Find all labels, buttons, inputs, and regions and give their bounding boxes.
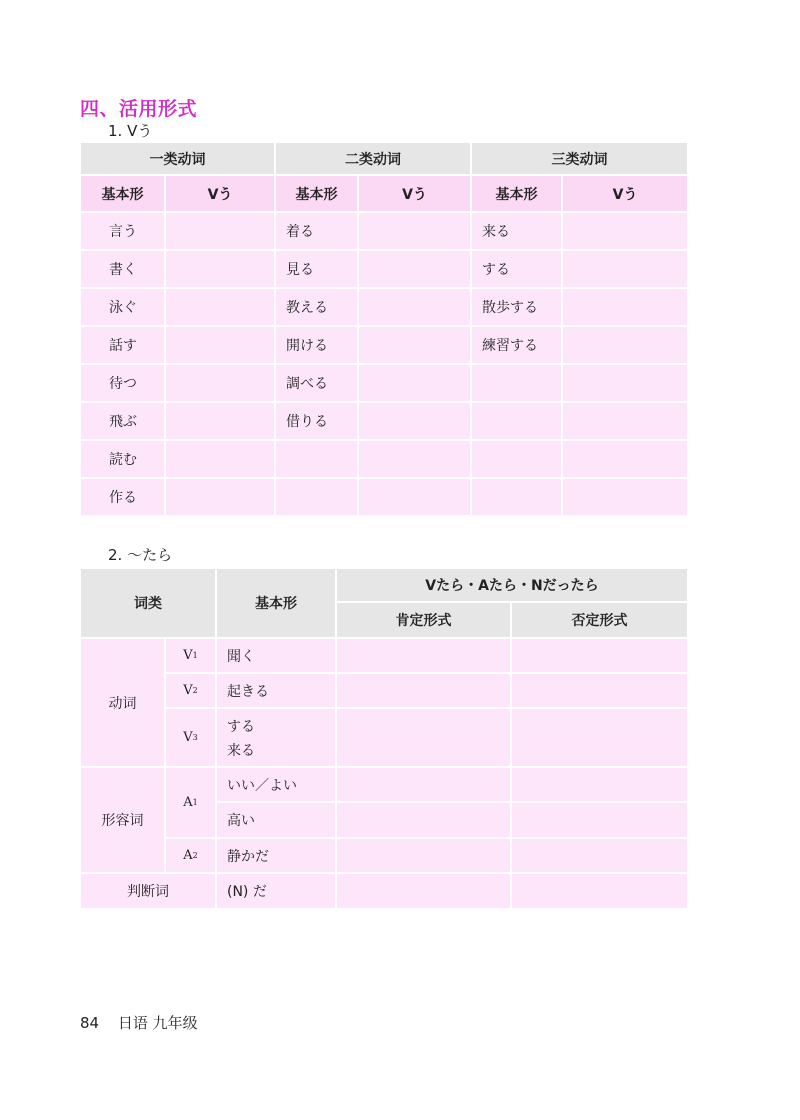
group2-word-cell: 着る <box>276 213 357 249</box>
col-header-vu-1: Vう <box>166 176 274 211</box>
a1-word-takai: 高い <box>217 803 335 837</box>
group3-word-cell: 練習する <box>472 327 561 363</box>
col-header-base-3: 基本形 <box>472 176 561 211</box>
group2-word-cell: 調べる <box>276 365 357 401</box>
group1-header: 一类动词 <box>81 143 274 174</box>
group3-vu-blank-cell <box>563 327 687 363</box>
group2-vu-blank-cell <box>359 403 470 439</box>
group3-vu-blank-cell <box>563 479 687 515</box>
affirmative-blank-cell <box>337 874 510 908</box>
group3-word-cell: 散歩する <box>472 289 561 325</box>
part2-subheading: 2. ～たら <box>108 546 173 564</box>
col-header-base-1: 基本形 <box>81 176 164 211</box>
group2-vu-blank-cell <box>359 289 470 325</box>
header-conditional: Vたら・Aたら・Nだったら <box>337 569 687 601</box>
group2-header: 二类动词 <box>276 143 470 174</box>
verb-label: 动词 <box>81 639 164 766</box>
group3-vu-blank-cell <box>563 289 687 325</box>
affirmative-blank-cell <box>337 803 510 837</box>
group3-word-cell <box>472 403 561 439</box>
adjective-label: 形容词 <box>81 768 164 872</box>
negative-blank-cell <box>512 674 687 707</box>
affirmative-blank-cell <box>337 639 510 672</box>
group2-word-cell <box>276 441 357 477</box>
group3-word-cell <box>472 479 561 515</box>
header-word-class: 词类 <box>81 569 215 637</box>
negative-blank-cell <box>512 874 687 908</box>
group3-vu-blank-cell <box>563 213 687 249</box>
group3-word-cell: 来る <box>472 213 561 249</box>
affirmative-blank-cell <box>337 709 510 766</box>
header-base-form: 基本形 <box>217 569 335 637</box>
book-title: 日语 九年级 <box>117 1014 198 1032</box>
a1-label: A 1 <box>166 768 215 837</box>
group2-vu-blank-cell <box>359 441 470 477</box>
group2-vu-blank-cell <box>359 479 470 515</box>
v3-word-kuru: 来る <box>227 743 255 759</box>
v3-words <box>217 709 335 766</box>
group3-word-cell <box>472 365 561 401</box>
group1-vu-blank-cell <box>166 327 274 363</box>
v2-label: V 2 <box>166 674 215 707</box>
group3-vu-blank-cell <box>563 251 687 287</box>
col-header-vu-3: Vう <box>563 176 687 211</box>
group2-word-cell: 借りる <box>276 403 357 439</box>
group2-vu-blank-cell <box>359 365 470 401</box>
affirmative-blank-cell <box>337 839 510 872</box>
col-header-base-2: 基本形 <box>276 176 357 211</box>
header-negative: 否定形式 <box>512 603 687 637</box>
group1-word-cell: 待つ <box>81 365 164 401</box>
group3-vu-blank-cell <box>563 441 687 477</box>
group2-word-cell: 教える <box>276 289 357 325</box>
page-footer <box>80 1012 198 1033</box>
v3-label: V 3 <box>166 709 215 766</box>
group1-word-cell: 話す <box>81 327 164 363</box>
group3-word-cell <box>472 441 561 477</box>
group1-word-cell: 泳ぐ <box>81 289 164 325</box>
page-number: 84 <box>80 1014 100 1032</box>
group1-vu-blank-cell <box>166 251 274 287</box>
group1-vu-blank-cell <box>166 289 274 325</box>
group2-vu-blank-cell <box>359 213 470 249</box>
negative-blank-cell <box>512 709 687 766</box>
negative-blank-cell <box>512 768 687 801</box>
negative-blank-cell <box>512 839 687 872</box>
group3-word-cell: する <box>472 251 561 287</box>
v1-word: 聞く <box>217 639 335 672</box>
group1-vu-blank-cell <box>166 403 274 439</box>
a2-word: 静かだ <box>217 839 335 872</box>
group3-vu-blank-cell <box>563 365 687 401</box>
group1-vu-blank-cell <box>166 365 274 401</box>
group2-vu-blank-cell <box>359 251 470 287</box>
a2-label: A 2 <box>166 839 215 872</box>
group2-vu-blank-cell <box>359 327 470 363</box>
negative-blank-cell <box>512 803 687 837</box>
group1-word-cell: 飛ぶ <box>81 403 164 439</box>
copula-word: (N) だ <box>217 874 335 908</box>
section-heading: 四、活用形式 <box>80 98 198 120</box>
group2-word-cell: 見る <box>276 251 357 287</box>
group1-vu-blank-cell <box>166 213 274 249</box>
group1-word-cell: 作る <box>81 479 164 515</box>
group1-word-cell: 読む <box>81 441 164 477</box>
group3-vu-blank-cell <box>563 403 687 439</box>
group1-vu-blank-cell <box>166 479 274 515</box>
group1-word-cell: 言う <box>81 213 164 249</box>
v1-label: V 1 <box>166 639 215 672</box>
col-header-vu-2: Vう <box>359 176 470 211</box>
v3-word-suru: する <box>227 719 255 735</box>
negative-blank-cell <box>512 639 687 672</box>
group3-header: 三类动词 <box>472 143 687 174</box>
a1-word-ii: いい／よい <box>217 768 335 801</box>
group2-word-cell: 開ける <box>276 327 357 363</box>
group2-word-cell <box>276 479 357 515</box>
part1-subheading: 1. Vう <box>108 122 153 140</box>
header-affirmative: 肯定形式 <box>337 603 510 637</box>
v2-word: 起きる <box>217 674 335 707</box>
affirmative-blank-cell <box>337 674 510 707</box>
copula-label: 判断词 <box>81 874 215 908</box>
group1-word-cell: 書く <box>81 251 164 287</box>
group1-vu-blank-cell <box>166 441 274 477</box>
affirmative-blank-cell <box>337 768 510 801</box>
